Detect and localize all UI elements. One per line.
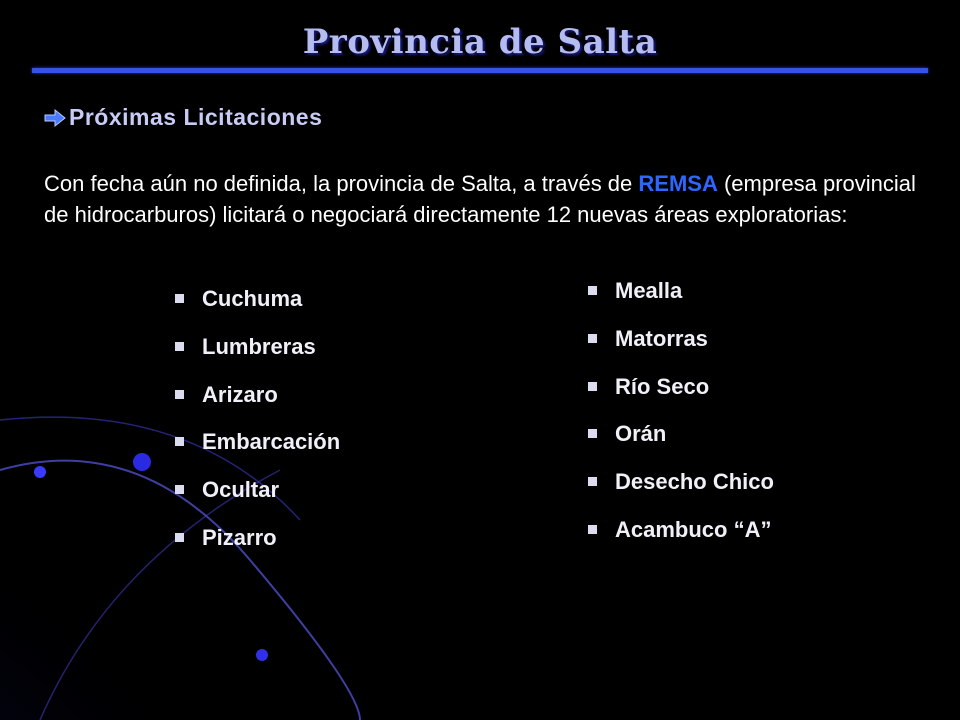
title-underline xyxy=(32,68,928,73)
list-item xyxy=(588,421,666,447)
area-name: Lumbreras xyxy=(202,334,316,359)
area-name: Ocultar xyxy=(202,477,280,502)
list-item xyxy=(175,525,277,551)
square-bullet-icon xyxy=(175,342,184,351)
list-item xyxy=(175,334,316,360)
arrow-right-icon xyxy=(44,108,66,128)
list-item xyxy=(175,286,302,312)
area-name: Acambuco “A” xyxy=(615,517,772,542)
square-bullet-icon xyxy=(175,485,184,494)
area-name: Desecho Chico xyxy=(615,469,774,494)
section-heading xyxy=(44,104,322,131)
square-bullet-icon xyxy=(175,294,184,303)
square-bullet-icon xyxy=(588,286,597,295)
area-name: Mealla xyxy=(615,278,683,303)
area-name: Embarcación xyxy=(202,429,341,454)
area-name: Cuchuma xyxy=(202,286,303,311)
area-name: Pizarro xyxy=(202,525,277,550)
paragraph-text-before: Con fecha aún no definida, la provincia de Salta, a través de xyxy=(44,171,639,196)
paragraph-text-after: (empresa provincial de hidrocarburos) licitará o negociará directamente 12 nuevas áreas exploratorias: xyxy=(44,171,916,227)
square-bullet-icon xyxy=(175,437,184,446)
section-heading-text: Próximas Licitaciones xyxy=(69,104,323,130)
list-item xyxy=(588,374,709,400)
list-item xyxy=(588,517,771,543)
square-bullet-icon xyxy=(175,533,184,542)
intro-paragraph xyxy=(44,168,934,230)
list-item xyxy=(588,326,708,352)
list-item xyxy=(175,382,278,408)
list-item xyxy=(175,429,340,455)
square-bullet-icon xyxy=(588,525,597,534)
square-bullet-icon xyxy=(588,477,597,486)
area-name: Río Seco xyxy=(615,374,710,399)
list-item xyxy=(588,469,774,495)
area-name: Arizaro xyxy=(202,382,278,407)
square-bullet-icon xyxy=(588,382,597,391)
remsa-highlight: REMSA xyxy=(638,171,718,196)
slide-title: Provincia de Salta xyxy=(302,22,658,62)
area-name: Orán xyxy=(615,421,667,446)
square-bullet-icon xyxy=(588,334,597,343)
square-bullet-icon xyxy=(175,390,184,399)
list-item xyxy=(588,278,682,304)
area-name: Matorras xyxy=(615,326,708,351)
square-bullet-icon xyxy=(588,429,597,438)
list-item xyxy=(175,477,279,503)
